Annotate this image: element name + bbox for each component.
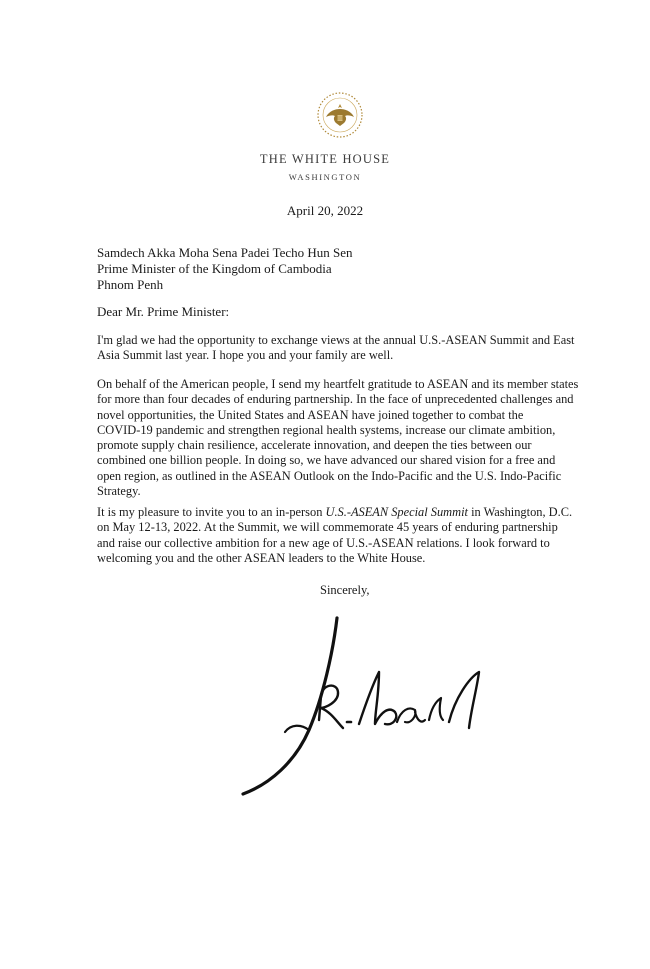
- handwritten-signature-icon: [225, 612, 505, 802]
- paragraph-line: novel opportunities, the United States and ASEAN have joined together to combat the: [97, 407, 524, 422]
- paragraph-line: welcoming you and the other ASEAN leaders to the White House.: [97, 550, 426, 565]
- recipient-title: Prime Minister of the Kingdom of Cambodia: [97, 261, 332, 276]
- recipient-address: [97, 245, 353, 293]
- paragraph-line: [97, 505, 577, 520]
- paragraph-text: It is my pleasure to invite you to an in-person: [97, 505, 326, 519]
- presidential-seal-icon: [315, 90, 365, 140]
- paragraph-line: Asia Summit last year. I hope you and your family are well.: [97, 348, 394, 363]
- paragraph-line: and raise our collective ambition for a new age of U.S.-ASEAN relations. I look forward to: [97, 535, 550, 550]
- paragraph-line: COVID-19 pandemic and strengthen regional health systems, increase our climate ambition,: [97, 422, 556, 437]
- letterhead-city: WASHINGTON: [288, 172, 362, 182]
- paragraph-2: [97, 377, 577, 499]
- letter-date: April 20, 2022: [286, 203, 364, 218]
- closing: Sincerely,: [320, 583, 370, 597]
- paragraph-line: On behalf of the American people, I send my heartfelt gratitude to ASEAN and its member states: [97, 377, 579, 391]
- paragraph-line: on May 12-13, 2022. At the Summit, we will commemorate 45 years of enduring partnership: [97, 520, 558, 535]
- paragraph-1: [97, 333, 577, 364]
- recipient-name: Samdech Akka Moha Sena Padei Techo Hun Sen: [97, 245, 353, 260]
- summit-name-emphasis: U.S.-ASEAN Special Summit: [325, 505, 468, 519]
- paragraph-line: I'm glad we had the opportunity to exchange views at the annual U.S.-ASEAN Summit and East: [97, 333, 575, 347]
- paragraph-line: combined one billion people. In doing so, we have advanced our shared vision for a free and: [97, 453, 556, 468]
- paragraph-line: promote supply chain resilience, accelerate innovation, and deepen the ties between our: [97, 438, 532, 453]
- paragraph-3: [97, 505, 577, 566]
- paragraph-line: open region, as outlined in the ASEAN Outlook on the Indo-Pacific and the U.S. Indo-Pacific: [97, 468, 562, 483]
- recipient-location: Phnom Penh: [97, 277, 164, 292]
- paragraph-line: for more than four decades of enduring partnership. In the face of unprecedented challenges and: [97, 392, 574, 407]
- paragraph-text: in Washington, D.C.: [467, 505, 573, 519]
- salutation: Dear Mr. Prime Minister:: [97, 304, 230, 319]
- letterhead-organization: THE WHITE HOUSE: [259, 152, 391, 166]
- paragraph-line: Strategy.: [97, 484, 141, 499]
